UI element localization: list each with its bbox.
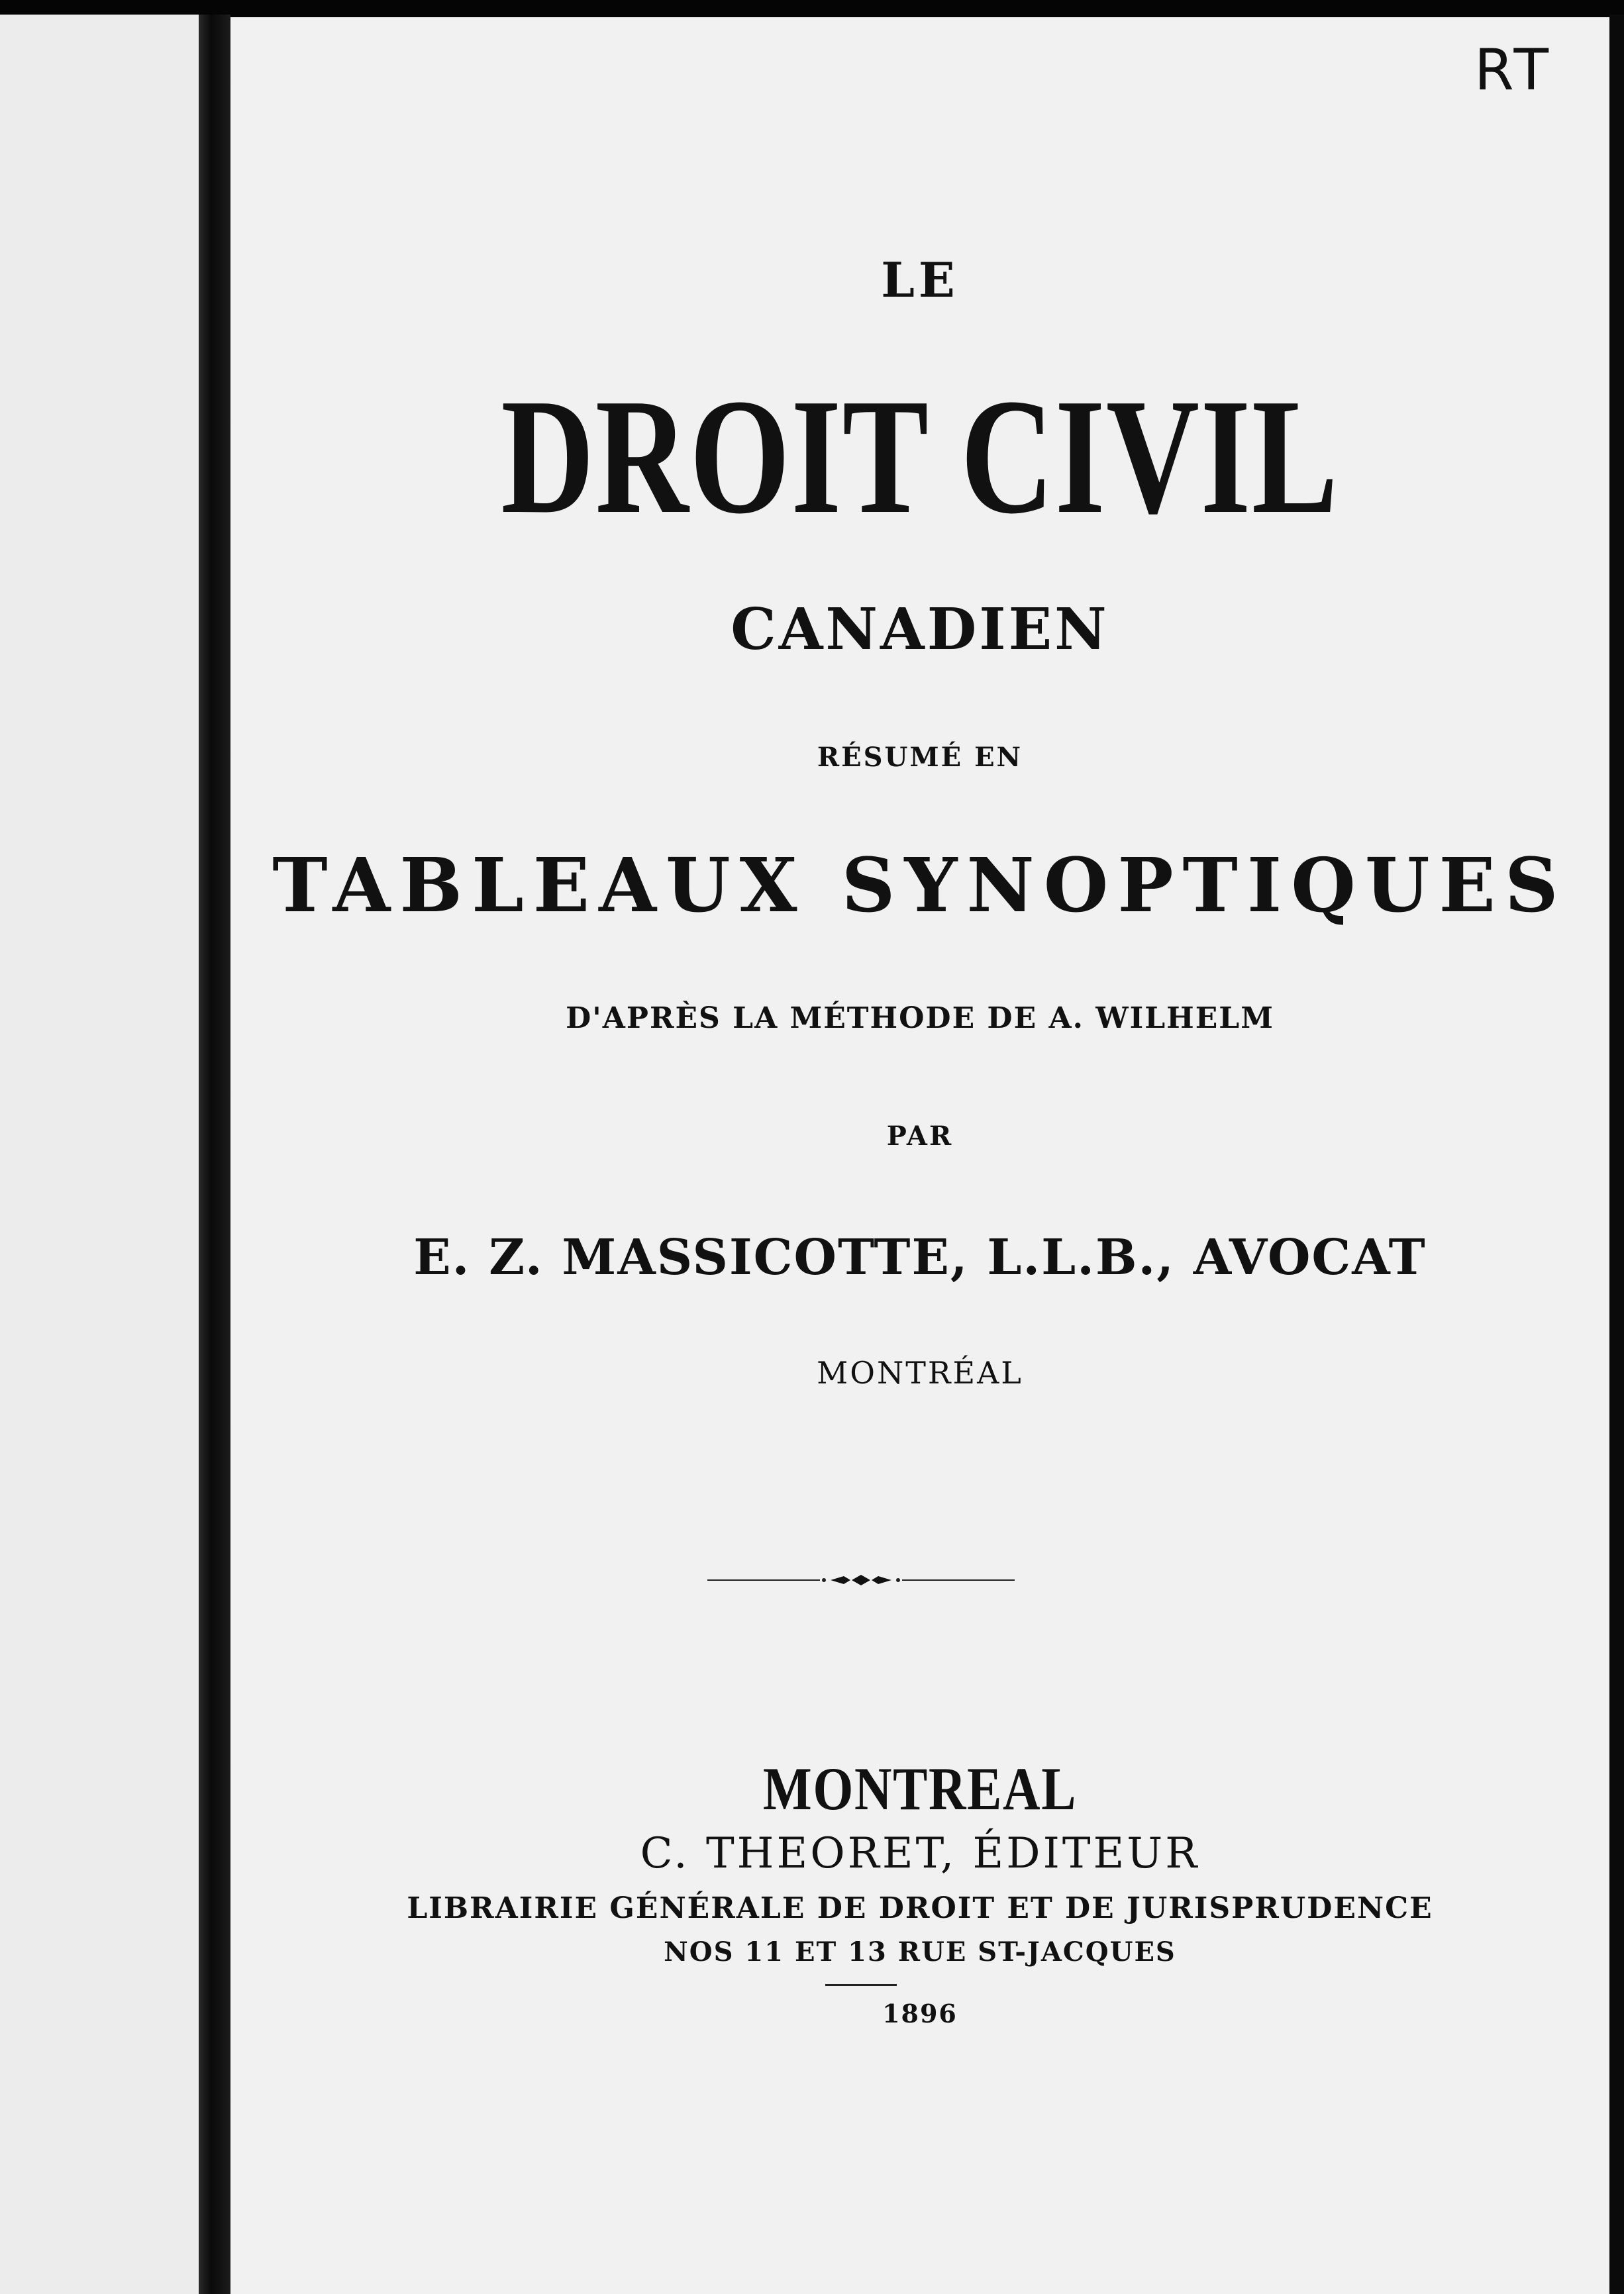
main-title: DROIT CIVIL [501, 365, 1339, 548]
scan-top-edge [0, 0, 1624, 17]
scan-right-edge [1609, 15, 1624, 2294]
resume-line: RÉSUMÉ EN [817, 742, 1023, 773]
author-city: MONTRÉAL [817, 1355, 1023, 1391]
title-subtitle: CANADIEN [731, 596, 1109, 663]
par-line: PAR [886, 1121, 954, 1152]
title-article: LE [881, 252, 959, 308]
year-divider [825, 1984, 897, 1986]
imprint-address: NOS 11 ET 13 RUE ST-JACQUES [664, 1936, 1176, 1968]
book-gutter [199, 15, 230, 2294]
imprint-city: MONTREAL [762, 1755, 1078, 1822]
imprint-bookshop: LIBRAIRIE GÉNÉRALE DE DROIT ET DE JURISPRUDENCE [407, 1891, 1433, 1925]
imprint-publisher: C. THEORET, ÉDITEUR [640, 1829, 1200, 1878]
author-line: E. Z. MASSICOTTE, L.L.B., AVOCAT [413, 1229, 1427, 1286]
method-line: D'APRÈS LA MÉTHODE DE A. WILHELM [566, 1001, 1274, 1035]
handwritten-annotation: RT [1474, 37, 1553, 103]
ornamental-rule-icon [707, 1568, 1015, 1592]
imprint-year: 1896 [882, 1999, 958, 2028]
facing-page [0, 15, 199, 2294]
tableaux-title: TABLEAUX SYNOPTIQUES [272, 842, 1568, 929]
